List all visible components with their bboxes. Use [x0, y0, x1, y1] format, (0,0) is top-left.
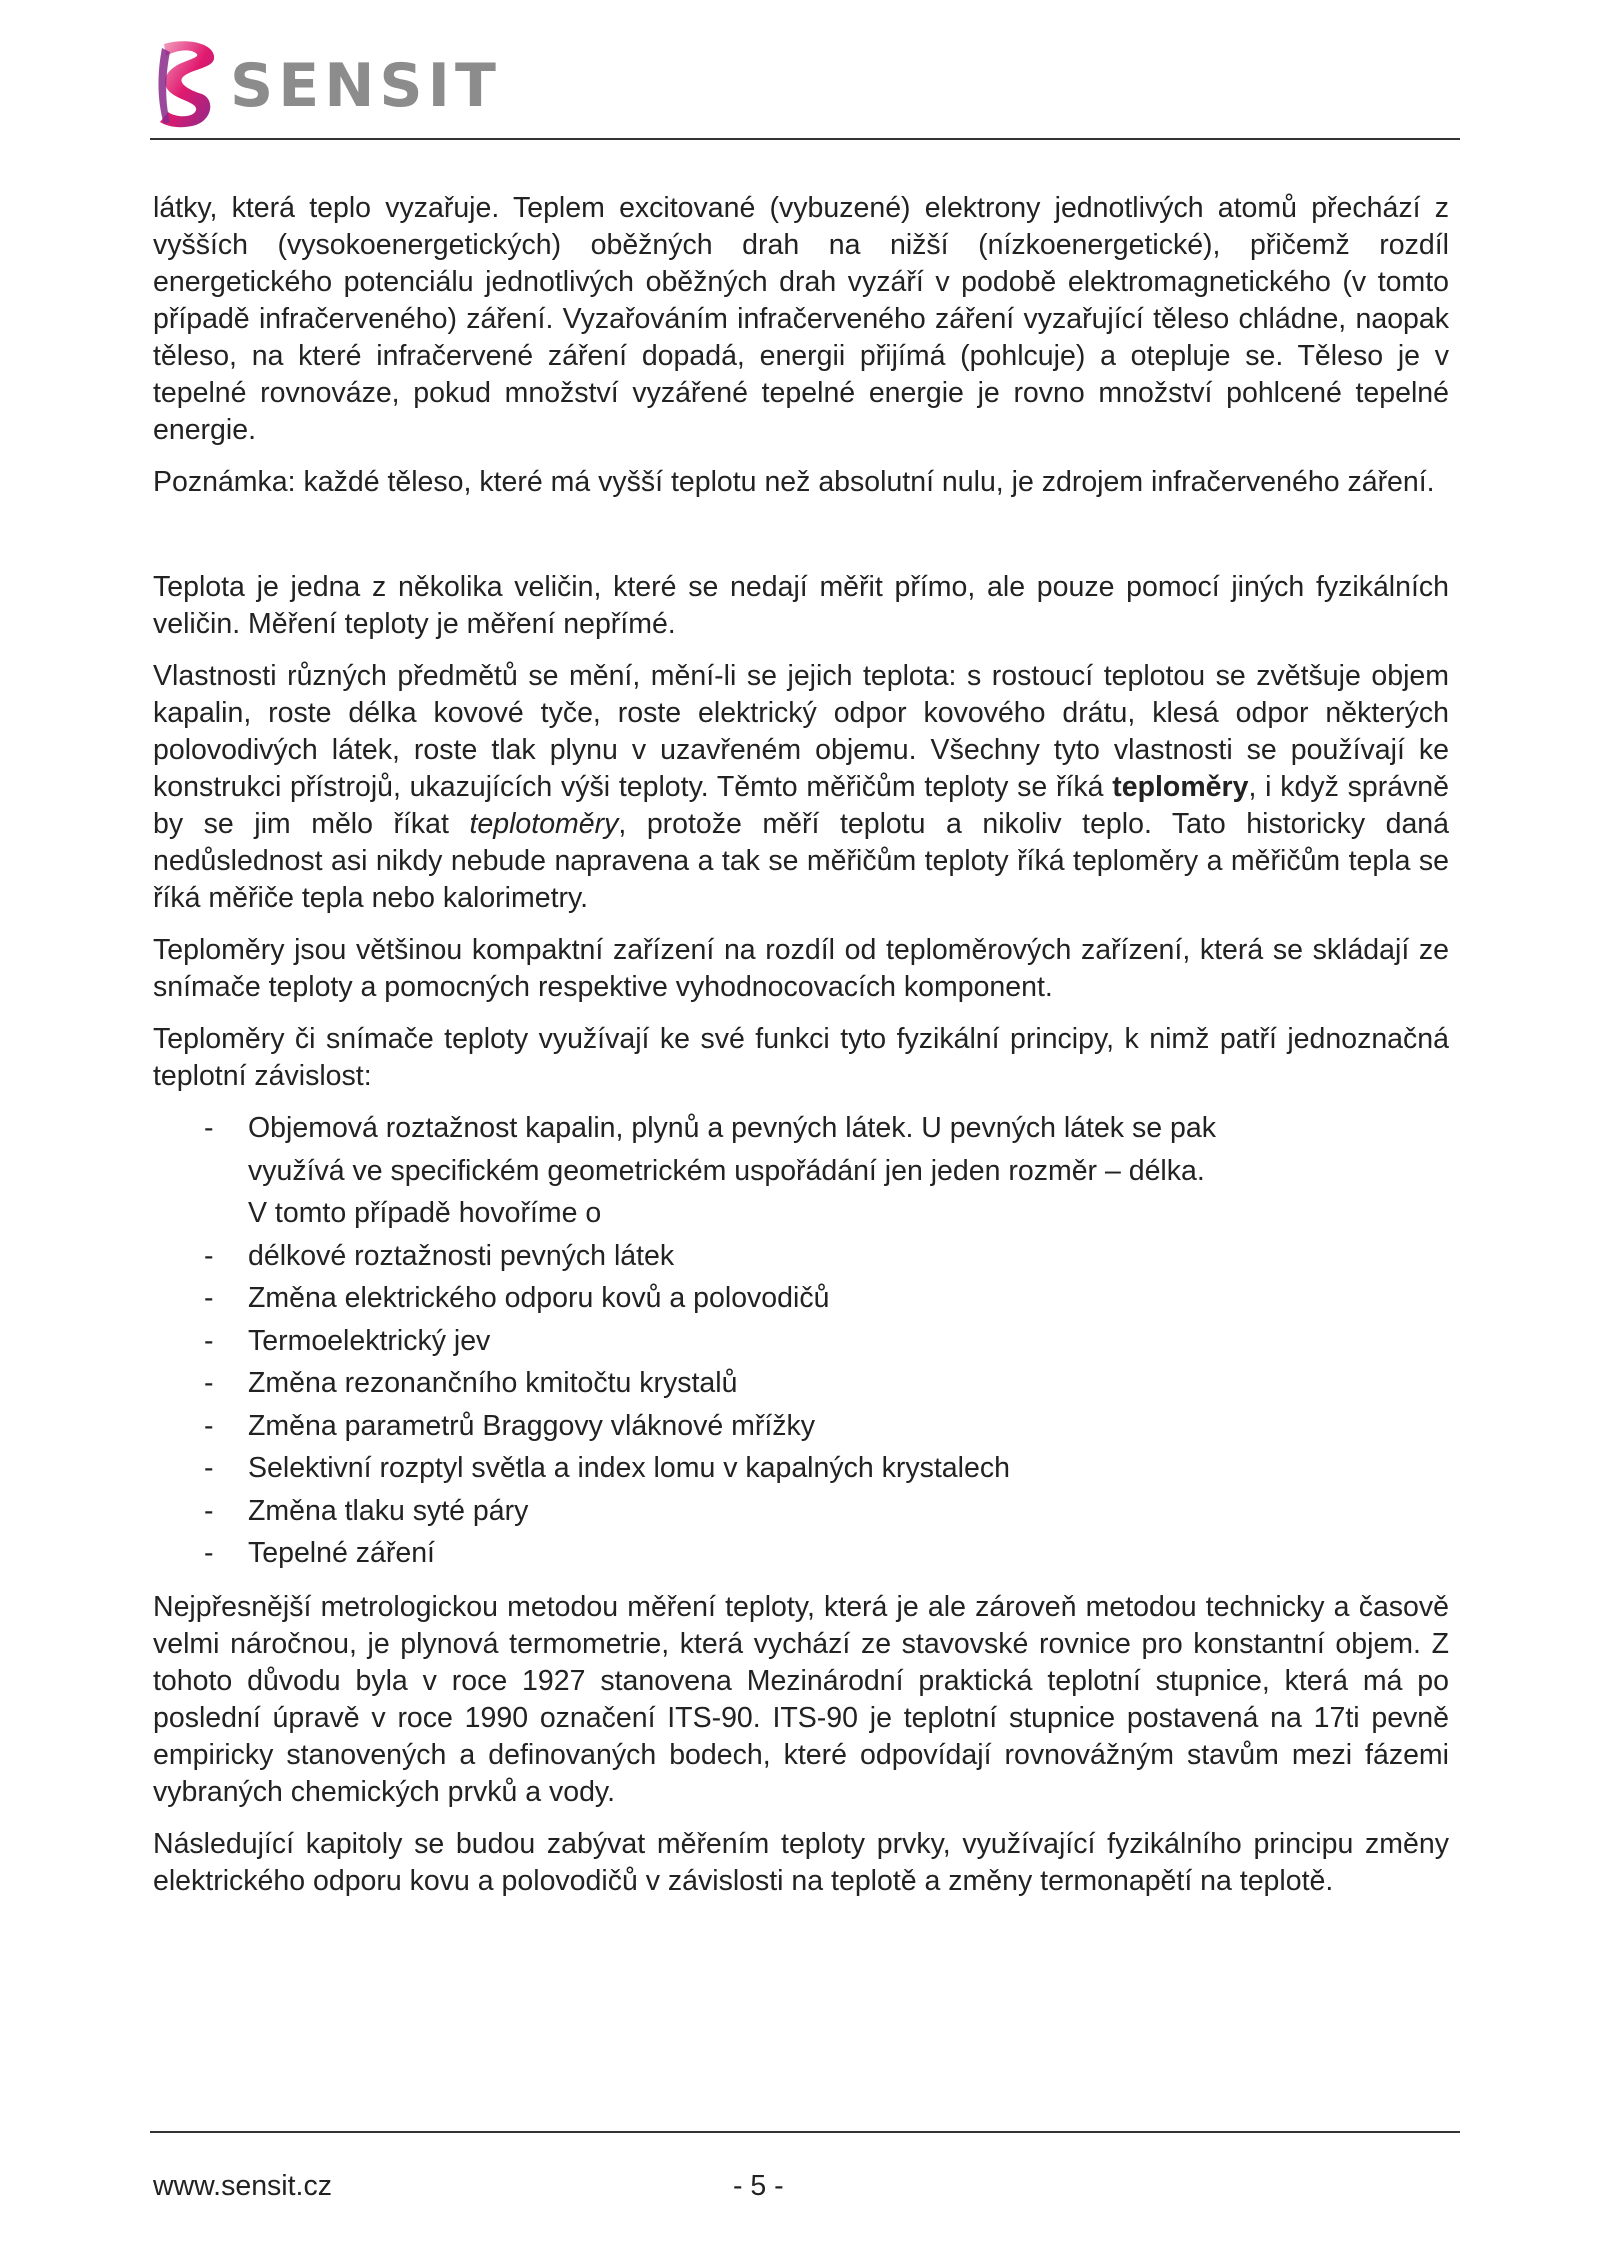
list-item-text: Selektivní rozptyl světla a index lomu v kapalných krystalech [248, 1452, 1010, 1484]
list-item [153, 1532, 1449, 1575]
document-body [153, 190, 1449, 1900]
list-item-text: Tepelné záření [248, 1537, 435, 1569]
sensit-logo-icon [154, 38, 220, 130]
paragraph: Teploměry či snímače teploty využívají ke své funkci tyto fyzikální principy, k nimž patří jednoznačná teplotní závislost: [153, 1023, 1449, 1092]
paragraph: Nejpřesnější metrologickou metodou měření teploty, která je ale zároveň metodou technicky a časově velmi náročnou, je plynová termometrie, která vychází ze stavovské rovnice pro konstantní objem. Z tohoto důvodu byla v roce 1927 stanovena Mezinárodní praktická teplotní stupnice, která má po poslední úpravě v roce 1990 označení ITS-90. ITS-90 je teplotní stupnice postavená na 17ti pevně empiricky stanovených a definovaných bodech, které odpovídají rovnovážným stavům mezi fázemi vybraných chemických prvků a vody. [153, 1590, 1449, 1808]
list-item-line: Objemová roztažnost kapalin, plynů a pevných látek. U pevných látek se pak [248, 1112, 1216, 1144]
list-dash: - [204, 1282, 214, 1314]
paragraph: látky, která teplo vyzařuje. Teplem excitované (vybuzené) elektrony jednotlivých atomů přechází z vyšších (vysokoenergetických) oběžných drah na nižší (nízkoenergetické), přičemž rozdíl energetického potenciálu jednotlivých oběžných drah vyzáří v podobě elektromagnetického (v tomto případě infračerveného) záření. Vyzařováním infračerveného záření vyzařující těleso chládne, naopak těleso, na které infračervené záření dopadá, energii přijímá (pohlcuje) a otepluje se. Těleso je v tepelné rovnováze, pokud množství vyzářené tepelné energie je rovno množství pohlcené tepelné energie. [153, 192, 1449, 446]
list-item [153, 1235, 1449, 1278]
list-item-text: Změna elektrického odporu kovů a polovodičů [248, 1282, 830, 1314]
page-header [150, 38, 1460, 140]
list-item-text: délkové roztažnosti pevných látek [248, 1239, 675, 1272]
paragraph-thermometers [153, 658, 1449, 917]
sensit-logo [154, 38, 501, 130]
logo-text: SENSIT [230, 51, 501, 121]
list-item-text: Změna tlaku syté páry [248, 1494, 529, 1527]
note-paragraph: Poznámka: každé těleso, které má vyšší teplotu než absolutní nulu, je zdrojem infračerveného záření. [153, 466, 1435, 498]
list-item-text: Změna parametrů Braggovy vláknové mřížky [248, 1409, 816, 1442]
list-item [153, 1362, 1449, 1405]
principles-list [153, 1107, 1449, 1575]
text-run: Vlastnosti různých předmětů se mění, mění-li se jejich teplota: s rostoucí teplotou se zvětšuje objem kapalin, roste délka kovové tyče, roste elektrický odpor kovového drátu, klesá odpor některých polovodivých látek, roste tlak plynu v uzavřeném objemu. Všechny tyto vlastnosti se používají ke konstrukci přístrojů, ukazujících výši teploty. Těmto měřičům teploty se říká [153, 660, 1449, 803]
list-item-line: V tomto případě hovoříme o [248, 1197, 602, 1229]
footer-divider [150, 2131, 1460, 2133]
page-number: - 5 - [733, 2170, 784, 2202]
list-dash: - [204, 1324, 214, 1357]
paragraph: Teplota je jedna z několika veličin, které se nedají měřit přímo, ale pouze pomocí jiných fyzikálních veličin. Měření teploty je měření nepřímé. [153, 571, 1449, 640]
footer-url-link[interactable]: www.sensit.cz [153, 2170, 332, 2202]
bold-term: teploměry [1112, 771, 1249, 803]
list-dash: - [204, 1239, 214, 1272]
list-dash: - [204, 1112, 214, 1144]
paragraph: Následující kapitoly se budou zabývat měřením teploty prvky, využívající fyzikálního principu změny elektrického odporu kovu a polovodičů v závislosti na teplotě a změny termonapětí na teplotě. [153, 1827, 1449, 1897]
list-item-text: Změna rezonančního kmitočtu krystalů [248, 1367, 738, 1399]
list-dash: - [204, 1409, 214, 1442]
italic-term: teplotoměry [469, 808, 619, 840]
list-item [153, 1107, 1449, 1235]
list-item [153, 1405, 1449, 1448]
text-run: , i když správně by se jim mělo říkat [153, 771, 1450, 840]
list-dash: - [204, 1452, 214, 1484]
paragraph: Teploměry jsou většinou kompaktní zařízení na rozdíl od teploměrových zařízení, která se skládají ze snímače teploty a pomocných respektive vyhodnocovacích komponent. [153, 934, 1449, 1003]
list-item-line: využívá ve specifickém geometrickém uspořádání jen jeden rozměr – délka. [248, 1154, 1205, 1187]
list-dash: - [204, 1494, 214, 1527]
text-run: , protože měří teplotu a nikoliv teplo. Tato historicky daná nedůslednost asi nikdy nebude napravena a tak se měřičům teploty říká teploměry a měřičům tepla se říká měřiče tepla nebo kalorimetry. [153, 808, 1449, 914]
list-item [153, 1277, 1449, 1320]
list-item [153, 1320, 1449, 1363]
list-dash: - [204, 1537, 214, 1569]
list-item-text: Termoelektrický jev [248, 1324, 491, 1357]
list-item [153, 1490, 1449, 1533]
list-item [153, 1447, 1449, 1490]
list-dash: - [204, 1367, 214, 1399]
